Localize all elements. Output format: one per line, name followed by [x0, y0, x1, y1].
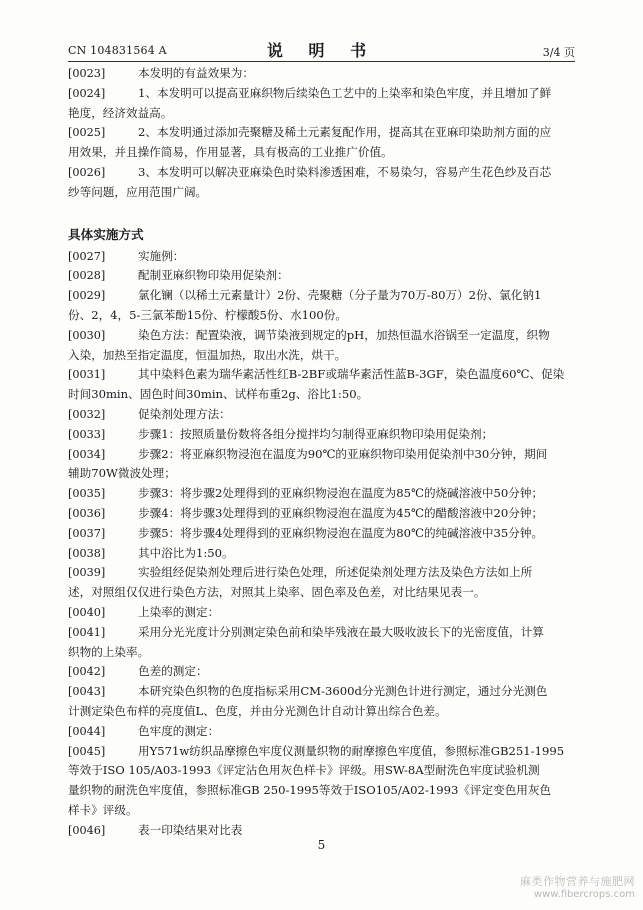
paragraph-text: 本发明的有益效果为：: [138, 66, 254, 80]
paragraph-number: [0043]: [68, 685, 106, 699]
paragraph-text: 3、本发明可以解决亚麻染色时染料渗透困难，不易染匀，容易产生花色纱及百芯: [138, 164, 552, 179]
paragraph-text: 配制亚麻织物印染用促染剂：: [138, 268, 289, 283]
paragraph-line: [68, 183, 578, 203]
paragraph-text: 表一印染结果对比表: [138, 822, 243, 837]
paragraph-text: 用效果，并且操作简易，作用显著，具有极高的工业推广价值。: [68, 145, 393, 160]
paragraph-text: 本研究染色织物的色度指标采用CM-3600d分光测色计进行测定，通过分光测色: [138, 684, 548, 699]
paragraph-line: [68, 286, 578, 306]
paragraph-number: [0036]: [68, 506, 106, 520]
section-heading: 具体实施方式: [68, 226, 144, 242]
paragraph-line: [68, 365, 578, 385]
paragraph-line: [68, 722, 578, 742]
paragraph-line: [68, 761, 578, 781]
paragraph-number: [0044]: [68, 724, 106, 738]
paragraph-text: 其中染料色素为瑞华素活性红B-2BF或瑞华素活性蓝B-3GF，染色温度60℃、促染: [138, 367, 565, 382]
paragraph-line: [68, 563, 578, 583]
page-number: 5: [317, 838, 326, 852]
paragraph-number: [0045]: [68, 744, 106, 758]
paragraph-text: 等效于ISO 105/A03-1993《评定沾色用灰色样卡》评级。用SW-8A型耐洗色牢度试验机测: [68, 763, 540, 778]
paragraph-number: [0032]: [68, 407, 106, 421]
paragraph-line: [68, 504, 578, 524]
paragraph-line: [68, 104, 578, 124]
paragraph-text: 促染剂处理方法：: [138, 406, 231, 421]
paragraph-line: [68, 484, 578, 504]
paragraph-text: 染色方法：配置染液，调节染液到规定的pH，加热恒温水浴锅至一定温度，织物: [138, 327, 550, 342]
paragraph-line: [68, 781, 578, 801]
paragraph-number: [0037]: [68, 526, 106, 540]
paragraph-line: [68, 84, 578, 104]
paragraph-line: [68, 346, 578, 366]
paragraph-line: [68, 326, 578, 346]
paragraph-line: [68, 425, 578, 445]
paragraph-number: [0026]: [68, 165, 106, 179]
watermark: [520, 873, 635, 900]
paragraph-line: [68, 603, 578, 623]
page-indicator: 3/4 页: [542, 46, 575, 59]
paragraph-number: [0023]: [68, 67, 106, 80]
paragraph-line: [68, 643, 578, 663]
paragraph-text: 步骤1：按照质量份数将各组分搅拌均匀制得亚麻织物印染用促染剂；: [138, 426, 494, 441]
document-body: [68, 64, 578, 840]
paragraph-number: [0033]: [68, 427, 106, 441]
paragraph-line: [68, 702, 578, 722]
paragraph-line: [68, 123, 578, 143]
paragraph-number: [0035]: [68, 487, 106, 501]
paragraph-line: [68, 623, 578, 643]
paragraph-number: [0027]: [68, 249, 106, 263]
paragraph-text: 步骤2：将亚麻织物浸泡在温度为90℃的亚麻织物印染用促染剂中30分钟，期间: [138, 446, 548, 461]
paragraph-text: 色差的测定：: [138, 664, 208, 679]
paragraph-text: 量织物的耐洗色牢度值，参照标准GB 250-1995等效于ISO105/A02-1993《评定变色用灰色: [68, 783, 552, 798]
paragraph-text: 织物的上染率。: [68, 644, 150, 659]
paragraph-number: [0034]: [68, 447, 106, 461]
paragraph-text: 上染率的测定：: [138, 604, 220, 619]
paragraph-line: [68, 464, 578, 484]
paragraph-line: [68, 266, 578, 286]
watermark-url: www.fibercrops.com: [533, 889, 635, 900]
paragraph-text: 步骤3：将步骤2处理得到的亚麻织物浸泡在温度为85℃的烧碱溶液中50分钟；: [138, 486, 544, 501]
paragraph-text: 用Y571w纺织品摩擦色牢度仪测量织物的耐摩擦色牢度值，参照标准GB251-1995: [138, 743, 565, 758]
paragraph-line: [68, 405, 578, 425]
paragraph-line: [68, 524, 578, 544]
paragraph-line: [68, 64, 578, 84]
paragraph-text: 步骤5：将步骤4处理得到的亚麻织物浸泡在温度为80℃的纯碱溶液中35分钟。: [138, 525, 544, 540]
embodiment-paragraphs: [68, 247, 578, 841]
paragraph-text: 份、2，4，5-三氯苯酚15份、柠檬酸5份、水100份。: [68, 307, 347, 322]
header-divider: [68, 61, 575, 62]
paragraph-line: [68, 662, 578, 682]
paragraph-text: 色牢度的测定：: [138, 723, 220, 738]
paragraph-line: [68, 445, 578, 465]
document-number: CN 104831564 A: [68, 44, 167, 57]
document-title: 说 明 书: [266, 41, 377, 60]
effects-paragraphs: [68, 64, 578, 203]
paragraph-number: [0038]: [68, 546, 106, 560]
paragraph-text: 实验组经促染剂处理后进行染色处理，所述促染剂处理方法及染色方法如上所: [138, 565, 533, 580]
paragraph-text: 艳度，经济效益高。: [68, 105, 173, 120]
paragraph-number: [0039]: [68, 566, 106, 580]
paragraph-line: [68, 742, 578, 762]
paragraph-number: [0031]: [68, 368, 106, 382]
paragraph-text: 述，对照组仅仅进行染色方法，对照其上染率、固色率及色差，对比结果见表一。: [68, 585, 486, 600]
paragraph-text: 1、本发明可以提高亚麻织物后续染色工艺中的上染率和染色牢度，并且增加了鲜: [138, 85, 552, 100]
page-header: [68, 38, 575, 60]
paragraph-line: [68, 247, 578, 267]
paragraph-number: [0028]: [68, 269, 106, 283]
paragraph-text: 样卡》评级。: [68, 802, 138, 817]
paragraph-line: [68, 801, 578, 821]
paragraph-text: 2、本发明通过添加壳聚糖及稀土元素复配作用，提高其在亚麻印染助剂方面的应: [138, 125, 552, 140]
paragraph-line: [68, 583, 578, 603]
paragraph-text: 采用分光光度计分别测定染色前和染毕残液在最大吸收波长下的光密度值，计算: [138, 624, 544, 639]
paragraph-text: 辅助70W微波处理；: [68, 466, 176, 481]
paragraph-line: [68, 163, 578, 183]
paragraph-line: [68, 385, 578, 405]
paragraph-text: 入染，加热至指定温度，恒温加热，取出水洗，烘干。: [68, 347, 347, 362]
paragraph-number: [0040]: [68, 605, 106, 619]
paragraph-text: 氯化镧（以稀土元素量计）2份、壳聚糖（分子量为70万-80万）2份、氯化钠1: [138, 288, 542, 303]
paragraph-text: 时间30min、固色时间30min、试样布重2g、浴比1:50。: [68, 387, 369, 402]
paragraph-text: 计测定染色布样的亮度值L、色度，并由分光测色计自动计算出综合色差。: [68, 703, 447, 718]
paragraph-number: [0046]: [68, 823, 106, 837]
paragraph-number: [0025]: [68, 126, 106, 140]
paragraph-number: [0030]: [68, 328, 106, 342]
paragraph-number: [0042]: [68, 665, 106, 679]
watermark-site-name: 麻类作物营养与施肥网: [520, 875, 635, 888]
paragraph-line: [68, 544, 578, 564]
paragraph-text: 其中浴比为1:50。: [138, 545, 234, 560]
paragraph-text: 步骤4：将步骤3处理得到的亚麻织物浸泡在温度为45℃的醋酸溶液中20分钟；: [138, 505, 544, 520]
paragraph-line: [68, 143, 578, 163]
paragraph-text: 纱等问题，应用范围广阔。: [68, 184, 208, 199]
paragraph-text: 实施例：: [138, 248, 185, 263]
paragraph-line: [68, 306, 578, 326]
paragraph-number: [0024]: [68, 86, 106, 100]
paragraph-number: [0041]: [68, 625, 106, 639]
paragraph-number: [0029]: [68, 289, 106, 303]
paragraph-line: [68, 682, 578, 702]
